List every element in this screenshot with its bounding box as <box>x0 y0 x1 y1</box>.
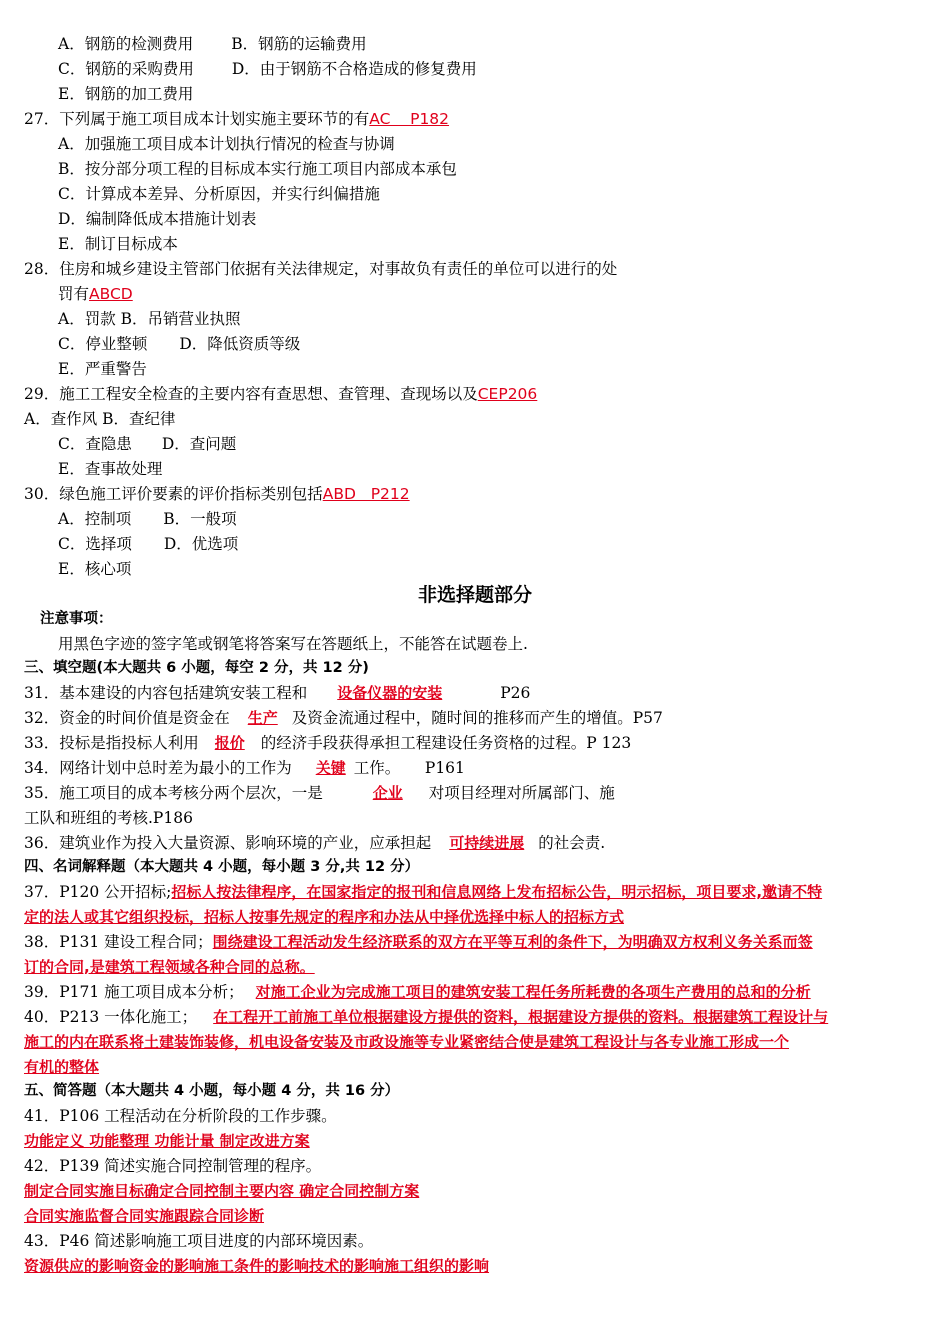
part4-title: 四、名词解释题（本大题共 4 小题，每小题 3 分,共 12 分） <box>24 859 420 875</box>
q29-option-ab: A．查作风 B．查纪律 <box>24 410 176 428</box>
q26-option-c: C．钢筋的采购费用 <box>58 60 194 78</box>
q30-options-ab <box>58 507 910 532</box>
q32-pre: 32．资金的时间价值是资金在 <box>24 709 230 727</box>
q32-post: 及资金流通过程中，随时间的推移而产生的增值。P57 <box>291 709 663 727</box>
q28-stem-line2 <box>58 282 910 307</box>
q35-post: 对项目经理对所属部门、施 <box>428 784 615 802</box>
q30-option-a: A．控制项 <box>58 510 132 528</box>
q40-answer-line3: 有机的整体 <box>24 1058 100 1076</box>
q26-option-a: A．钢筋的检测费用 <box>58 35 194 53</box>
q33-answer: 报价 <box>214 734 245 752</box>
q43-stem: 43．P46 简述影响施工项目进度的内部环境因素。 <box>24 1232 374 1250</box>
q29-options-cd <box>58 432 910 457</box>
q26-options-cd <box>58 57 910 82</box>
q27-option-a: A．加强施工项目成本计划执行情况的检查与协调 <box>58 135 395 153</box>
q38 <box>24 930 910 955</box>
q38-answer-line2: 订的合同,是建筑工程领域各种合同的总称。 <box>24 958 315 976</box>
section-title: 非选择题部分 <box>417 584 532 606</box>
q42-answer-line2 <box>24 1204 910 1229</box>
q29-stem-text: 29．施工工程安全检查的主要内容有查思想、查管理、查现场以及 <box>24 385 478 403</box>
q31-post: P26 <box>500 684 531 702</box>
part3-title: 三、填空题(本大题共 6 小题，每空 2 分，共 12 分) <box>24 660 369 676</box>
q33-post: 的经济手段获得承担工程建设任务资格的过程。P 123 <box>260 734 632 752</box>
q33-pre: 33．投标是指投标人利用 <box>24 734 199 752</box>
q31-answer: 设备仪器的安装 <box>337 684 443 702</box>
q27-answer: AC P182 <box>369 110 450 128</box>
q42-answer-line1 <box>24 1179 910 1204</box>
q28-option-c: C．停业整顿 <box>58 335 148 353</box>
q26-options-ab <box>58 32 910 57</box>
q29-stem <box>24 382 910 407</box>
q40-answer-line1: 在工程开工前施工单位根据建设方提供的资料，根据建设方提供的资料。根据建筑工程设计与 <box>213 1008 829 1026</box>
q29-answer: CEP206 <box>477 385 538 403</box>
q37-answer-line1: 招标人按法律程序，在国家指定的报刊和信息网络上发布招标公告，明示招标，项目要求,邀请不特 <box>171 883 823 901</box>
q27-option-c: C．计算成本差异、分析原因，并实行纠偏措施 <box>58 185 380 203</box>
q27-stem-text: 27．下列属于施工项目成本计划实施主要环节的有 <box>24 110 370 128</box>
q40-answer-line2: 施工的内在联系将土建装饰装修，机电设备安装及市政设施等专业紧密结合使是建筑工程设计与各专业施工形成一个 <box>24 1033 790 1051</box>
q26-option-b: B．钢筋的运输费用 <box>231 35 367 53</box>
q41-answer-line <box>24 1129 910 1154</box>
q35-answer: 企业 <box>372 784 403 802</box>
q34-post: 工作。 P161 <box>353 759 465 777</box>
q28-option-ab: A．罚款 B．吊销营业执照 <box>58 310 241 328</box>
q35-pre: 35．施工项目的成本考核分两个层次，一是 <box>24 784 323 802</box>
q30-stem-text: 30．绿色施工评价要素的评价指标类别包括 <box>24 485 323 503</box>
q38-line2 <box>24 955 910 980</box>
q36-post: 的社会责. <box>538 834 606 852</box>
q31-pre: 31．基本建设的内容包括建筑安装工程和 <box>24 684 308 702</box>
q42-answer-1: 制定合同实施目标确定合同控制主要内容 确定合同控制方案 <box>24 1182 420 1200</box>
q30-stem <box>24 482 910 507</box>
q37 <box>24 880 910 905</box>
q38-answer-line1: 围绕建设工程活动发生经济联系的双方在平等互利的条件下，为明确双方权利义务关系而签 <box>212 933 813 951</box>
q29-option-d: D．查问题 <box>161 435 237 453</box>
q34-pre: 34．网络计划中总时差为最小的工作为 <box>24 759 292 777</box>
q28-answer: ABCD <box>89 285 133 303</box>
q30-answer: ABD P212 <box>322 485 410 503</box>
q40-line3 <box>24 1055 910 1080</box>
q26-option-d: D．由于钢筋不合格造成的修复费用 <box>231 60 477 78</box>
q35 <box>24 781 910 806</box>
q28-options-cd <box>58 332 910 357</box>
q40-line2 <box>24 1030 910 1055</box>
q43-answer-line <box>24 1254 910 1279</box>
q39 <box>24 980 910 1005</box>
q27-option-e: E．制订目标成本 <box>58 235 178 253</box>
q28-stem2-text: 罚有 <box>58 285 90 303</box>
q41-stem: 41．P106 工程活动在分析阶段的工作步骤。 <box>24 1107 337 1125</box>
q27-option-b: B．按分部分项工程的目标成本实行施工项目内部成本承包 <box>58 160 457 178</box>
q28-option-e: E．严重警告 <box>58 360 147 378</box>
q41-answer: 功能定义 功能整理 功能计量 制定改进方案 <box>24 1132 310 1150</box>
q30-options-cd <box>58 532 910 557</box>
q30-option-c: C．选择项 <box>58 535 132 553</box>
q31 <box>24 681 910 706</box>
q40 <box>24 1005 910 1030</box>
q27-stem <box>24 107 910 132</box>
q42-stem: 42．P139 简述实施合同控制管理的程序。 <box>24 1157 322 1175</box>
q37-pre: 37．P120 公开招标; <box>24 883 172 901</box>
q30-option-b: B．一般项 <box>163 510 237 528</box>
q37-line2 <box>24 905 910 930</box>
q32-answer: 生产 <box>247 709 278 727</box>
q28-stem: 28．住房和城乡建设主管部门依据有关法律规定，对事故负有责任的单位可以进行的处 <box>24 260 618 278</box>
q36-pre: 36．建筑业作为投入大量资源、影响环境的产业，应承担起 <box>24 834 432 852</box>
q32 <box>24 706 910 731</box>
q29-option-c: C．查隐患 <box>58 435 132 453</box>
q42-answer-2: 合同实施监督合同实施跟踪合同诊断 <box>24 1207 265 1225</box>
notice-title: 注意事项： <box>40 611 113 627</box>
q33 <box>24 731 910 756</box>
q29-option-e: E．查事故处理 <box>58 460 163 478</box>
q40-pre: 40．P213 一体化施工； <box>24 1008 198 1026</box>
q39-pre: 39．P171 施工项目成本分析； <box>24 983 244 1001</box>
part5-title: 五、简答题（本大题共 4 小题，每小题 4 分，共 16 分） <box>24 1083 400 1099</box>
q34 <box>24 756 910 781</box>
q38-pre: 38．P131 建设工程合同； <box>24 933 213 951</box>
q36 <box>24 831 910 856</box>
q34-answer: 关键 <box>315 759 346 777</box>
q37-answer-line2: 定的法人或其它组织投标，招标人按事先规定的程序和办法从中择优选择中标人的招标方式 <box>24 908 625 926</box>
q35-line2: 工队和班组的考核.P186 <box>24 809 193 827</box>
q27-option-d: D．编制降低成本措施计划表 <box>58 210 257 228</box>
q43-answer: 资源供应的影响资金的影响施工条件的影响技术的影响施工组织的影响 <box>24 1257 490 1275</box>
q28-option-d: D．降低资质等级 <box>179 335 301 353</box>
q36-answer: 可持续进展 <box>449 834 525 852</box>
q26-option-e: E．钢筋的加工费用 <box>58 85 194 103</box>
q39-answer: 对施工企业为完成施工项目的建筑安装工程任务所耗费的各项生产费用的总和的分析 <box>255 983 811 1001</box>
notice-text: 用黑色字迹的签字笔或钢笔将答案写在答题纸上，不能答在试题卷上. <box>58 635 528 653</box>
q30-option-e: E．核心项 <box>58 560 132 578</box>
q30-option-d: D．优选项 <box>163 535 239 553</box>
